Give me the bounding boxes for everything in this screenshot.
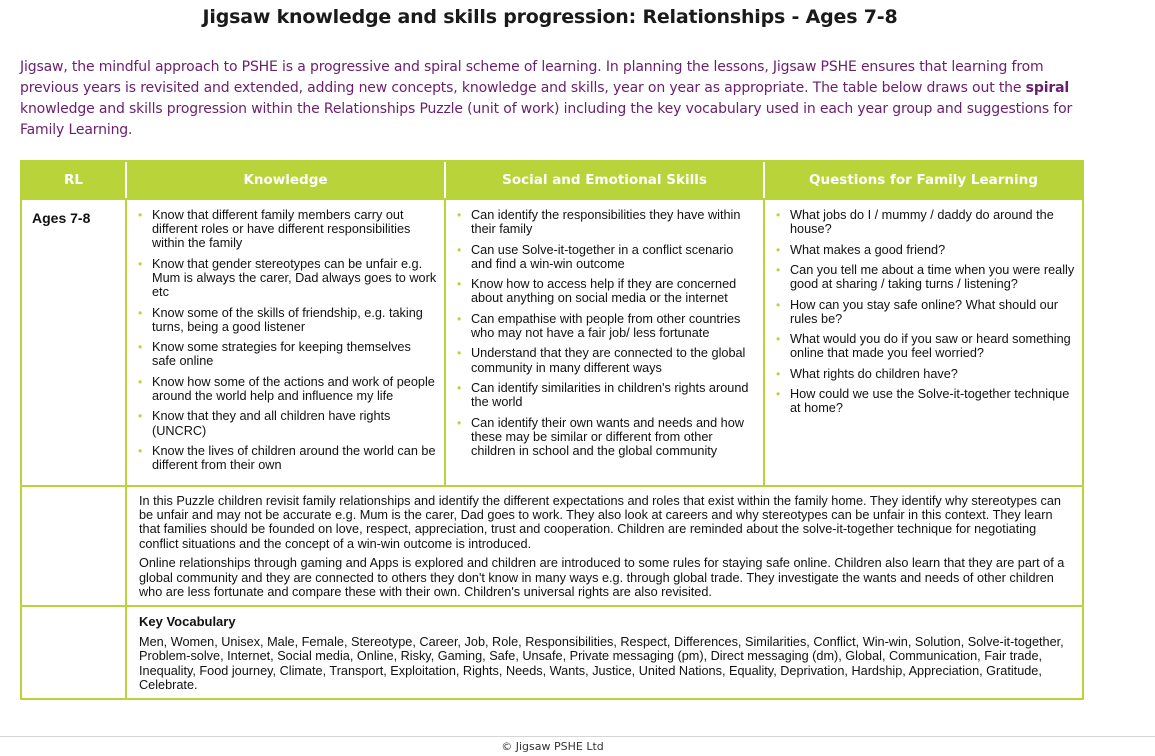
skills-list bbox=[446, 200, 763, 470]
header-skills: Social and Emotional Skills bbox=[446, 162, 765, 198]
knowledge-list bbox=[127, 200, 444, 485]
header-knowledge: Knowledge bbox=[127, 162, 446, 198]
list-item: • Can use Solve-it-together in a conflict scenario and find a win-win outcome bbox=[456, 243, 757, 271]
intro-text-start: Jigsaw, the mindful approach to PSHE is a progressive and spiral scheme of learning. In planning the lessons, Jigsaw PSHE ensures that learning from previous years is revisited and extended, adding new concepts, knowledge and skills, year on year as appropriate. The table below draws out the bbox=[20, 59, 1044, 96]
list-item: • What jobs do I / mummy / daddy do around the house? bbox=[775, 208, 1076, 236]
page-title: Jigsaw knowledge and skills progression: Relationships - Ages 7-8 bbox=[202, 6, 898, 28]
table-header-row bbox=[22, 162, 1082, 198]
questions-cell bbox=[765, 200, 1082, 485]
skills-cell bbox=[446, 200, 765, 485]
list-item: • Know how some of the actions and work of people around the world help and influence my life bbox=[137, 375, 438, 403]
list-item: • Know some of the skills of friendship, e.g. taking turns, being a good listener bbox=[137, 306, 438, 334]
list-item: • Can empathise with people from other countries who may not have a fair job/ less fortunate bbox=[456, 312, 757, 340]
list-item: • Can you tell me about a time when you were really good at sharing / taking turns / listening? bbox=[775, 263, 1076, 291]
list-item: • Know that different family members carry out different roles or have different responsibilities within the family bbox=[137, 208, 438, 251]
footer-divider bbox=[0, 736, 1155, 737]
vocabulary-row bbox=[22, 605, 1082, 698]
list-item: • Can identify the responsibilities they have within their family bbox=[456, 208, 757, 236]
summary-cell bbox=[127, 487, 1082, 606]
age-label: Ages 7-8 bbox=[22, 200, 127, 485]
list-item: • What makes a good friend? bbox=[775, 243, 1076, 257]
header-rl: RL bbox=[22, 162, 127, 198]
summary-spacer bbox=[22, 487, 127, 606]
intro-paragraph bbox=[20, 57, 1080, 141]
summary-paragraph: Online relationships through gaming and Apps is explored and children are introduced to some rules for staying safe online. Children also learn that they are part of a global community and they are connected to others they don't know in many ways e.g. through global trade. They investigate the wants and needs of other children who are less fortunate and compare these with their own. Children's universal rights are also revisited. bbox=[139, 556, 1065, 599]
list-item: • How could we use the Solve-it-together technique at home? bbox=[775, 387, 1076, 415]
questions-list bbox=[765, 200, 1082, 428]
knowledge-cell bbox=[127, 200, 446, 485]
footer-copyright: © Jigsaw PSHE Ltd bbox=[501, 740, 604, 753]
list-item: • Can identify similarities in children's rights around the world bbox=[456, 381, 757, 409]
intro-text-end: knowledge and skills progression within the Relationships Puzzle (unit of work) including the key vocabulary used in each year group and suggestions for Family Learning. bbox=[20, 101, 1073, 138]
list-item: • What would you do if you saw or heard something online that made you feel worried? bbox=[775, 332, 1076, 360]
vocabulary-spacer bbox=[22, 607, 127, 698]
list-item: • Know the lives of children around the world can be different from their own bbox=[137, 444, 438, 472]
vocabulary-title: Key Vocabulary bbox=[139, 614, 236, 630]
list-item: • What rights do children have? bbox=[775, 367, 1076, 381]
vocabulary-cell bbox=[127, 607, 1082, 698]
header-questions: Questions for Family Learning bbox=[809, 172, 1038, 188]
list-item: • Know that gender stereotypes can be unfair e.g. Mum is always the carer, Dad always goes to work etc bbox=[137, 257, 438, 300]
vocabulary-list: Men, Women, Unisex, Male, Female, Stereotype, Career, Job, Role, Responsibilities, Respect, Differences, Similarities, Conflict, Win-win, Solution, Solve-it-together, Problem-solve, Internet, Social media, Online, Risky, Gaming, Safe, Unsafe, Private messaging (pm), Direct messaging (dm), Global, Communication, Fair trade, Inequality, Food journey, Climate, Transport, Exploitation, Rights, Needs, Wants, Justice, United Nations, Equality, Deprivation, Hardship, Appreciation, Gratitude, Celebrate. bbox=[139, 634, 1064, 693]
list-item: • How can you stay safe online? What should our rules be? bbox=[775, 298, 1076, 326]
list-item: • Know some strategies for keeping themselves safe online bbox=[137, 340, 438, 368]
list-item: • Know that they and all children have rights (UNCRC) bbox=[137, 409, 438, 437]
intro-text-bold: spiral bbox=[1025, 80, 1070, 96]
list-item: • Can identify their own wants and needs and how these may be similar or different from other children in school and the global community bbox=[456, 416, 757, 459]
age-row bbox=[22, 198, 1082, 485]
list-item: • Know how to access help if they are concerned about anything on social media or the internet bbox=[456, 277, 757, 305]
summary-paragraph: In this Puzzle children revisit family relationships and identify the different expectations and roles that exist within the family home. They identify why stereotypes can be unfair and may not be accurate e.g. Mum is the carer, Dad goes to work. They also look at careers and why stereotypes can be unfair in this context. They learn that families should be founded on love, respect, appreciation, trust and cooperation. Children are reminded about the solve-it-together technique for negotiating conflict situations and the concept of a win-win outcome is introduced. bbox=[139, 493, 1061, 551]
list-item: • Understand that they are connected to the global community in many different ways bbox=[456, 346, 757, 374]
progression-table bbox=[20, 160, 1084, 700]
summary-row bbox=[22, 485, 1082, 606]
